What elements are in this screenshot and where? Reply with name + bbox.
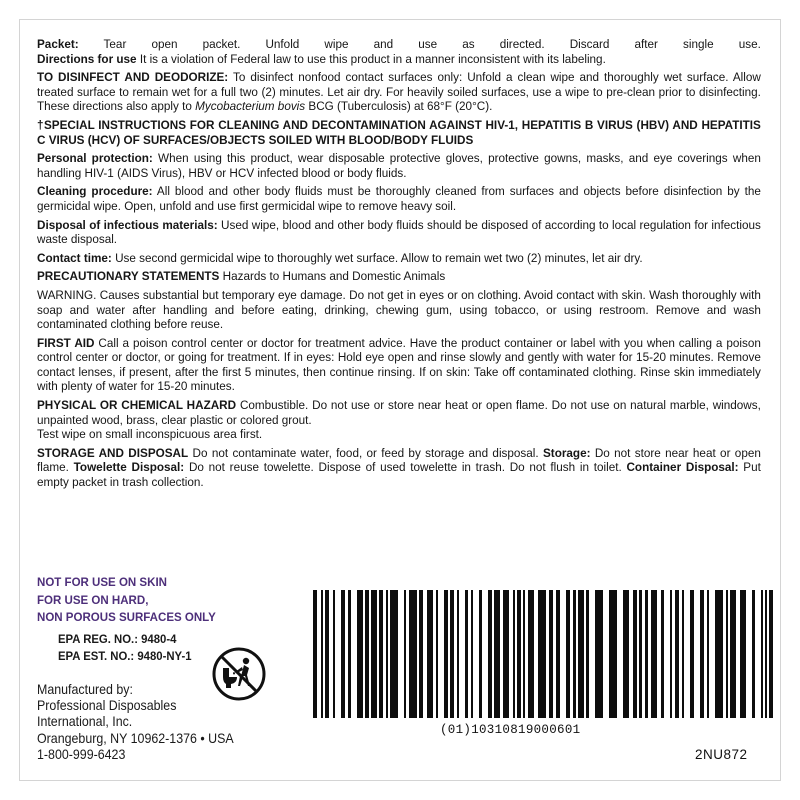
barcode-bar [465,590,468,718]
barcode-bar [740,590,746,718]
barcode-bar [639,590,642,718]
barcode-bar [578,590,584,718]
barcode [313,590,778,718]
cleaning-text: All blood and other body fluids must be thoroughly cleaned from surfaces and objects before disinfection by the germicidal wipe. Open, unfold and use first germicidal wipe to remove heavy soil. [37,184,761,213]
barcode-bar [609,590,617,718]
barcode-bar [765,590,767,718]
barcode-bar [538,590,546,718]
barcode-bar [404,590,406,718]
packet-text: Tear open packet. Unfold wipe and use as directed. Discard after single use. [78,37,761,51]
barcode-bar [503,590,509,718]
barcode-bar [661,590,664,718]
container-heading: Container Disposal: [626,460,739,475]
disposal-infectious-paragraph [37,218,761,247]
epa-reg: EPA REG. NO.: 9480-4 [58,632,177,646]
use-heading: Directions for use [37,51,137,66]
barcode-bar [479,590,482,718]
use-paragraph [37,52,761,67]
warning-line-2: FOR USE ON HARD, [37,592,149,607]
barcode-bar [333,590,335,718]
barcode-bar [715,590,723,718]
barcode-bar [313,590,317,718]
barcode-number: (01)10310819000601 [440,723,581,737]
barcode-bar [769,590,773,718]
precaution-paragraph [37,269,761,284]
barcode-bar [761,590,763,718]
precaution-text: Hazards to Humans and Domestic Animals [219,269,446,284]
barcode-bar [494,590,500,718]
barcode-bar [341,590,345,718]
use-text: It is a violation of Federal law to use this product in a manner inconsistent with its labeling. [136,51,606,66]
disinfect-paragraph [37,70,761,114]
barcode-bar [707,590,709,718]
container-text: Put empty packet in trash collection. [37,460,761,490]
warning-line-3: NON POROUS SURFACES ONLY [37,610,216,625]
hazard-paragraph [37,398,761,427]
mfr-line-2: Professional Disposables [37,698,177,714]
storage-paragraph [37,446,761,490]
precaution-heading: PRECAUTIONARY STATEMENTS [37,269,220,284]
disinfect-text: To disinfect nonfood contact surfaces only: Unfold a clean wipe and thoroughly wet surface. Allow treated surface to remain wet for a full two (2) minutes. Let air dry. For heavily soiled surfaces, use a wipe to pre-clean prior to disinfecting. These directions also apply to [37,70,761,114]
disposal-infectious-heading: Disposal of infectious materials: [37,217,218,232]
surface-warning [37,574,216,627]
barcode-bar [357,590,363,718]
mfr-line-4: Orangeburg, NY 10962-1376 • USA [37,730,234,746]
barcode-bar [651,590,657,718]
barcode-bar [386,590,388,718]
barcode-bar [633,590,637,718]
storage-heading: STORAGE AND DISPOSAL [37,445,189,460]
barcode-bar [436,590,438,718]
protection-text: When using this product, wear disposable protective gloves, protective gowns, masks, and eye coverings when handling HIV-1 (AIDS Virus), HBV or HCV infected blood or body fluids. [37,151,761,180]
contact-heading: Contact time: [37,250,112,265]
barcode-bar [623,590,629,718]
barcode-bar [348,590,351,718]
barcode-bar [726,590,728,718]
barcode-bar [390,590,398,718]
organism-name: Mycobacterium bovis [195,99,306,114]
barcode-bar [409,590,417,718]
manufacturer-info [37,682,234,763]
barcode-bar [523,590,525,718]
directions-text [37,37,761,490]
firstaid-heading: FIRST AID [37,335,95,350]
barcode-bar [675,590,679,718]
barcode-bar [444,590,448,718]
barcode-bar [595,590,603,718]
mfr-line-3: International, Inc. [37,714,133,730]
warning-paragraph: WARNING. Causes substantial but temporary eye damage. Do not get in eyes or on clothing. Avoid contact with skin. Wash thoroughly with soap and water after handling and before eating, drinking, chewing gum, using tobacco, or using restroom. Remove and wash contaminated clothing before reuse. [37,287,761,332]
barcode-bar [645,590,648,718]
packet-paragraph [37,37,761,52]
barcode-bar [457,590,459,718]
barcode-bar [573,590,576,718]
epa-numbers [58,631,192,665]
barcode-bar [517,590,521,718]
firstaid-text: Call a poison control center or doctor for treatment advice. Have the product container or label with you when calling a poison control center or doctor, or going for treatment. If in eyes: Hold eye open and rinse slowly and gently with water for 15-20 minutes. Remove contact lenses, if present, after the first 5 minutes, then continue rinsing. If on skin: Take off contaminated clothing. Rinse skin immediately with plenty of water for 15-20 minutes. [37,335,761,394]
protection-heading: Personal protection: [37,151,153,166]
mfr-line-1: Manufactured by: [37,682,133,697]
warning-line-1: NOT FOR USE ON SKIN [37,575,167,589]
contact-text: Use second germicidal wipe to thoroughly wet surface. Allow to remain wet two (2) minutes, let air dry. [111,250,643,265]
disposal-infectious-text: Used wipe, blood and other body fluids should be disposed of according to local regulation for infectious waste disposal. [37,217,761,247]
disinfect-heading: TO DISINFECT AND DEODORIZE: [37,70,229,85]
epa-est: EPA EST. NO.: 9480-NY-1 [58,649,192,663]
barcode-bar [549,590,553,718]
storage-text-2: Do not store near heat or open flame. [37,445,761,475]
firstaid-paragraph [37,336,761,394]
barcode-bar [379,590,383,718]
barcode-bar [566,590,570,718]
barcode-bar [325,590,329,718]
towelette-heading: Towelette Disposal: [73,460,185,475]
barcode-bar [427,590,433,718]
test-paragraph: Test wipe on small inconspicuous area first. [37,427,263,442]
hazard-text: Combustible. Do not use or store near heat or open flame. Do not use on natural marble, windows, unpainted wood, brass, clear plastic or colored grout. [37,398,761,427]
barcode-bar [752,590,755,718]
barcode-bar [690,590,694,718]
barcode-bar [371,590,377,718]
packet-heading: Packet: [37,37,79,51]
protection-paragraph [37,151,761,180]
hazard-heading: PHYSICAL OR CHEMICAL HAZARD [37,398,237,413]
barcode-bar [556,590,560,718]
product-code: 2NU872 [695,747,748,762]
barcode-bar [450,590,454,718]
disinfect-text-end: BCG (Tuberculosis) at 68°F (20°C). [305,99,493,114]
barcode-bar [670,590,672,718]
special-instructions: †SPECIAL INSTRUCTIONS FOR CLEANING AND DECONTAMINATION AGAINST HIV-1, HEPATITIS B VIRUS (HBV) AND HEPATITIS C VIRUS (HCV) OF SURFACES/OBJECTS SOILED WITH BLOOD/BODY FLUIDS [37,117,761,147]
storage-subheading: Storage: [542,445,591,460]
barcode-bar [700,590,704,718]
mfr-line-5: 1-800-999-6423 [37,746,126,762]
cleaning-paragraph [37,184,761,213]
barcode-bar [471,590,473,718]
barcode-bar [488,590,492,718]
barcode-bar [365,590,369,718]
barcode-bar [528,590,534,718]
barcode-bar [419,590,423,718]
towelette-text: Do not reuse towelette. Dispose of used towelette in trash. Do not flush in toilet. [184,460,627,475]
barcode-bar [682,590,684,718]
barcode-bar [321,590,323,718]
contact-paragraph [37,251,761,266]
storage-text: Do not contaminate water, food, or feed by storage and disposal. [188,445,543,460]
cleaning-heading: Cleaning procedure: [37,184,153,199]
barcode-bar [586,590,589,718]
barcode-bar [730,590,736,718]
barcode-bar [513,590,515,718]
